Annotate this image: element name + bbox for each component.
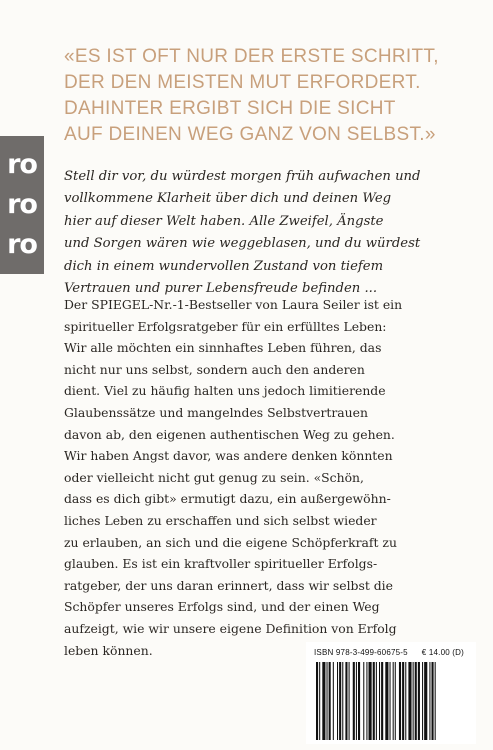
intro-line: dich in einem wundervollen Zustand von tiefem (64, 258, 384, 274)
rororo-logo (0, 136, 44, 274)
quote-line: DER DEN MEISTEN MUT ERFORDERT. (64, 72, 421, 93)
blurb-line: Wir alle möchten ein sinnhaftes Leben führen, das (64, 340, 382, 356)
intro-paragraph (64, 166, 476, 300)
blurb-line: dient. Viel zu häufig halten uns jedoch limitierende (64, 383, 386, 399)
blurb-line: dass es dich gibt» ermutigt dazu, ein außergewöhn- (64, 491, 391, 507)
logo-line: ro (7, 149, 37, 180)
blurb-line: aufzeigt, wie wir unsere eigene Definition von Erfolg (64, 620, 397, 636)
blurb-line: nicht nur uns selbst, sondern auch den anderen (64, 361, 365, 377)
blurb-line: liches Leben zu erschaffen und sich selbst wieder (64, 512, 377, 528)
blurb-line: leben können. (64, 642, 153, 658)
blurb-line: zu erlauben, an sich und die eigene Schöpferkraft zu (64, 534, 397, 550)
quote-line: «ES IST OFT NUR DER ERSTE SCHRITT, (64, 46, 439, 67)
barcode-label (314, 648, 464, 657)
blurb-line: glauben. Es ist ein kraftvoller spiritueller Erfolgs- (64, 556, 378, 572)
barcode-bars (314, 662, 468, 740)
cover-quote (64, 44, 474, 148)
intro-line: und Sorgen wären wie weggeblasen, und du würdest (64, 236, 421, 252)
blurb-line: Der SPIEGEL-Nr.-1-Bestseller von Laura Seiler ist ein (64, 297, 403, 312)
intro-line: hier auf dieser Welt haben. Alle Zweifel, Ängste (64, 213, 384, 229)
price-text: € 14.00 (D) (421, 648, 465, 657)
blurb-line: Glaubenssätze und mangelndes Selbstvertrauen (64, 404, 368, 420)
logo-line: ro (7, 189, 37, 220)
isbn-text: ISBN 978-3-499-60675-5 (314, 648, 408, 657)
intro-line: Vertrauen und purer Lebensfreude befinden ... (64, 281, 378, 297)
blurb-line: spiritueller Erfolgsratgeber für ein erfülltes Leben: (64, 318, 387, 334)
blurb-paragraph (64, 294, 476, 661)
intro-line: vollkommene Klarheit über dich und deinen Weg (64, 191, 392, 207)
quote-line: AUF DEINEN WEG GANZ VON SELBST.» (64, 124, 436, 145)
quote-line: DAHINTER ERGIBT SICH DIE SICHT (64, 98, 396, 119)
blurb-line: Wir haben Angst davor, was andere denken könnten (64, 448, 393, 464)
blurb-line: ratgeber, der uns daran erinnert, dass wir selbst die (64, 577, 393, 593)
blurb-line: davon ab, den eigenen authentischen Weg zu gehen. (64, 426, 395, 442)
intro-line: Stell dir vor, du würdest morgen früh aufwachen und (64, 169, 421, 184)
blurb-line: oder vielleicht nicht gut genug zu sein. «Schön, (64, 469, 364, 485)
logo-line: ro (7, 229, 37, 260)
blurb-line: Schöpfer unseres Erfolgs sind, und der einen Weg (64, 599, 380, 615)
barcode-box (306, 642, 476, 744)
